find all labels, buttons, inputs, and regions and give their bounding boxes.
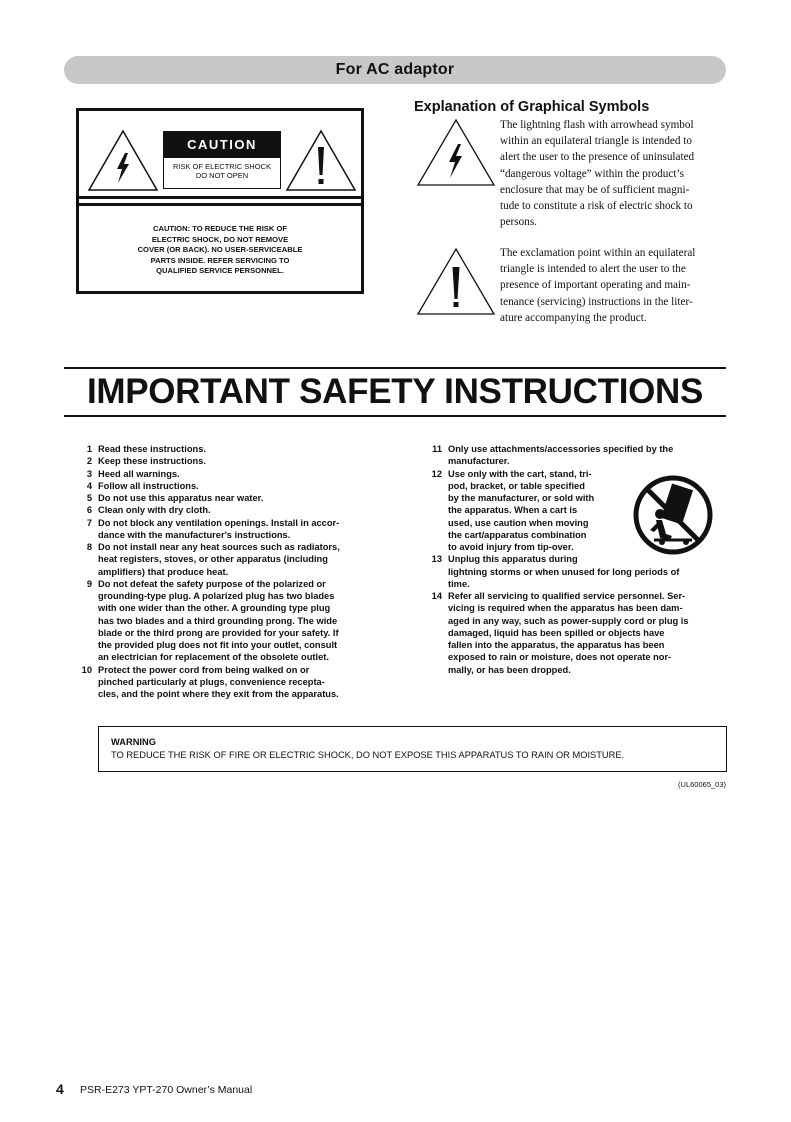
instruction-text <box>98 480 376 492</box>
instruction-number: 8 <box>86 542 92 552</box>
instruction-line: Keep these instructions. <box>98 456 206 467</box>
instruction-line: mally, or has been dropped. <box>448 664 571 675</box>
instruction-line: damaged, liquid has been spilled or objects have <box>448 627 665 638</box>
instruction-line: Do not install near any heat sources such as radiators, <box>98 542 340 552</box>
instruction-line: Do not use this apparatus near water. <box>98 493 264 503</box>
instruction-line: manufacturer. <box>448 456 510 467</box>
instruction-number: 12 <box>431 468 442 479</box>
instruction-text <box>98 455 376 467</box>
instruction-item <box>76 541 376 578</box>
caution-warning-line: COVER (OR BACK). NO USER-SERVICEABLE <box>137 245 303 255</box>
section-header-ac-adaptor: For AC adaptor <box>64 56 726 84</box>
title-rule-bottom <box>64 415 726 417</box>
caution-warning-text <box>99 224 341 277</box>
lightning-warning-icon <box>87 129 159 193</box>
instruction-number: 13 <box>431 554 442 565</box>
page-number: 4 <box>56 1081 64 1097</box>
instruction-line: an electrician for replacement of the obsolete outlet. <box>98 652 329 663</box>
instruction-item <box>76 504 376 516</box>
instruction-item <box>76 517 376 542</box>
caution-label-box <box>76 108 364 294</box>
instruction-item <box>426 443 726 468</box>
instruction-number: 10 <box>81 664 92 675</box>
instruction-item <box>76 578 376 664</box>
instruction-number: 11 <box>432 444 442 454</box>
warning-heading: WARNING <box>111 737 156 747</box>
explanation-line: triangle is intended to alert the user to the <box>500 263 686 276</box>
instruction-item <box>76 443 376 455</box>
title-rule-top <box>64 367 726 369</box>
instruction-line: time. <box>448 578 470 589</box>
instruction-line: Protect the power cord from being walked on or <box>98 664 310 675</box>
instructions-left-column <box>76 443 376 700</box>
page-title: IMPORTANT SAFETY INSTRUCTIONS <box>86 372 704 411</box>
instruction-item <box>426 553 726 590</box>
caution-warning-line: PARTS INSIDE. REFER SERVICING TO <box>150 255 290 265</box>
instruction-text <box>98 578 376 664</box>
instruction-line: heat registers, stoves, or other apparatus (including <box>98 554 328 565</box>
instruction-line: Clean only with dry cloth. <box>98 505 211 516</box>
document-code: (UL60065_03) <box>678 780 726 789</box>
warning-box <box>98 726 727 772</box>
caution-risk-line: RISK OF ELECTRIC SHOCK <box>173 162 271 171</box>
caution-risk-text <box>164 158 280 180</box>
instruction-line: the provided plug does not fit into your outlet, consult <box>98 640 338 650</box>
instruction-line: pinched particularly at plugs, convenience recepta- <box>98 676 325 687</box>
instruction-line: pod, bracket, or table specified <box>448 480 585 491</box>
explanation-line: within an equilateral triangle is intended to <box>500 135 692 148</box>
instruction-line: Do not defeat the safety purpose of the polarized or <box>98 578 326 589</box>
explanation-line: tenance (servicing) instructions in the liter- <box>500 295 693 308</box>
instruction-text <box>98 443 376 455</box>
instruction-line: Refer all servicing to qualified service personnel. Ser- <box>448 591 686 601</box>
caution-label-top <box>79 111 361 199</box>
instruction-number: 1 <box>86 444 92 454</box>
manual-name: PSR-E273 YPT-270 Owner’s Manual <box>80 1084 253 1096</box>
instruction-line: Heed all warnings. <box>98 468 180 479</box>
instruction-number: 9 <box>86 578 92 589</box>
instruction-line: blade or the third prong are provided for your safety. If <box>98 627 339 638</box>
explanation-line: enclosure that may be of sufficient magni- <box>500 183 690 196</box>
instruction-number: 3 <box>86 468 92 479</box>
instruction-line: has two blades and a third grounding prong. The wide <box>98 615 338 626</box>
instruction-text <box>98 664 376 701</box>
warning-text: TO REDUCE THE RISK OF FIRE OR ELECTRIC SHOCK, DO NOT EXPOSE THIS APPARATUS TO RAIN OR MOISTURE. <box>111 750 625 760</box>
instruction-item <box>76 664 376 701</box>
instruction-line: Follow all instructions. <box>98 480 199 491</box>
instruction-line: to avoid injury from tip-over. <box>448 542 574 552</box>
instruction-line: lightning storms or when unused for long periods of <box>448 566 680 577</box>
explanation-line: persons. <box>500 216 537 229</box>
explanation-line: ature accompanying the product. <box>500 311 647 324</box>
instruction-text <box>98 541 376 578</box>
exclamation-triangle-icon <box>416 247 496 317</box>
instruction-text <box>98 492 376 504</box>
instruction-item <box>76 492 376 504</box>
instruction-line: the cart/apparatus combination <box>448 529 587 540</box>
instruction-text <box>98 468 376 480</box>
instruction-text <box>448 553 726 590</box>
instruction-number: 14 <box>431 591 442 601</box>
instruction-text <box>98 504 376 516</box>
instruction-line: with one wider than the other. A grounding type plug <box>98 603 331 614</box>
explanation-line: “dangerous voltage” within the product’s <box>500 167 684 180</box>
explanation-line: presence of important operating and main- <box>500 279 691 292</box>
instruction-item <box>426 590 726 676</box>
instruction-line: by the manufacturer, or sold with <box>448 493 595 503</box>
instruction-number: 7 <box>86 517 92 528</box>
instruction-text <box>448 590 726 676</box>
explanation-line: alert the user to the presence of uninsulated <box>500 151 695 164</box>
exclamation-explanation <box>500 245 726 326</box>
instruction-line: Read these instructions. <box>98 444 206 454</box>
instruction-line: used, use caution when moving <box>448 517 589 528</box>
caution-risk-line: DO NOT OPEN <box>195 171 249 180</box>
instruction-line: exposed to rain or moisture, does not operate nor- <box>448 652 672 663</box>
instruction-item <box>76 468 376 480</box>
instruction-line: the apparatus. When a cart is <box>448 505 578 516</box>
caution-warning-line: ELECTRIC SHOCK, DO NOT REMOVE <box>151 234 289 244</box>
lightning-explanation <box>500 117 726 230</box>
instruction-text <box>98 517 376 542</box>
explanation-line: tude to constitute a risk of electric shock to <box>500 200 693 213</box>
instruction-line: Only use attachments/accessories specified by the <box>448 444 674 454</box>
instruction-number: 2 <box>86 456 92 467</box>
instruction-line: vicing is required when the apparatus has been dam- <box>448 603 683 614</box>
symbols-title: Explanation of Graphical Symbols <box>414 99 650 115</box>
instruction-item <box>76 480 376 492</box>
exclamation-warning-icon <box>285 129 357 193</box>
caution-center-panel <box>163 131 281 189</box>
caution-warning-line: QUALIFIED SERVICE PERSONNEL. <box>156 266 284 276</box>
instruction-number: 5 <box>86 493 92 503</box>
instruction-line: Do not block any ventilation openings. Install in accor- <box>98 517 340 528</box>
caution-warning-line: CAUTION: TO REDUCE THE RISK OF <box>152 224 288 233</box>
lightning-triangle-icon <box>416 118 496 188</box>
instruction-item <box>76 455 376 467</box>
caution-heading: CAUTION <box>164 132 280 158</box>
caution-label-bottom <box>79 203 361 291</box>
instruction-line: fallen into the apparatus, the apparatus has been <box>448 640 665 650</box>
instruction-line: Unplug this apparatus during <box>448 554 578 565</box>
instruction-number: 6 <box>86 505 92 516</box>
explanation-line: The lightning flash with arrowhead symbol <box>500 119 694 131</box>
instruction-line: amplifiers) that produce heat. <box>98 566 229 577</box>
instruction-number: 4 <box>86 480 92 491</box>
instruction-line: cles, and the point where they exit from the apparatus. <box>98 689 339 699</box>
instruction-line: grounding-type plug. A polarized plug has two blades <box>98 591 335 601</box>
instruction-line: dance with the manufacturer's instructions. <box>98 529 291 540</box>
instruction-line: aged in any way, such as power-supply cord or plug is <box>448 615 689 626</box>
instruction-line: Use only with the cart, stand, tri- <box>448 468 592 479</box>
instruction-text <box>448 443 726 468</box>
explanation-line: The exclamation point within an equilateral <box>500 247 696 259</box>
cart-tipover-warning-icon <box>632 474 714 556</box>
